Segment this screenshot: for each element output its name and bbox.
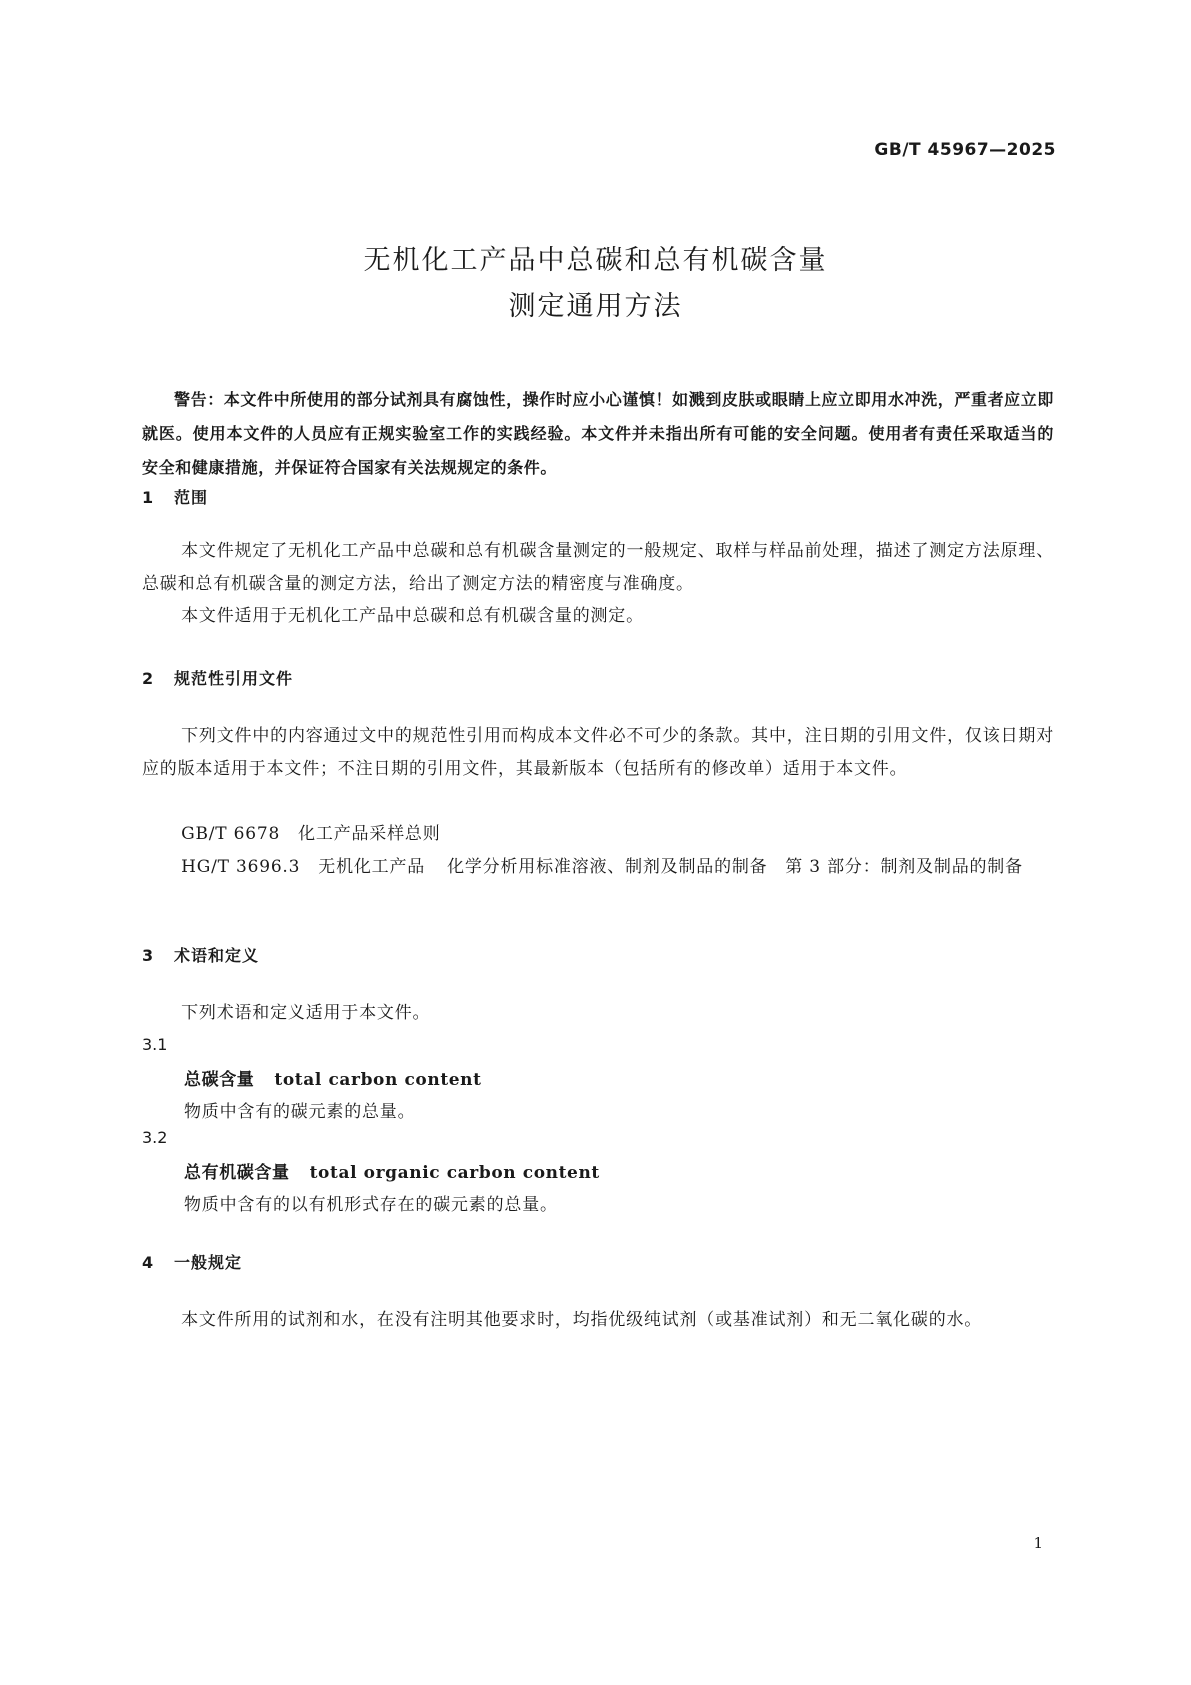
- section-title: 规范性引用文件: [174, 669, 294, 688]
- section-2-heading: [142, 666, 293, 689]
- title-line-1: 无机化工产品中总碳和总有机碳含量: [363, 245, 828, 276]
- term-number: 3.2: [142, 1128, 168, 1147]
- scope-paragraph-1: 本文件规定了无机化工产品中总碳和总有机碳含量测定的一般规定、取样与样品前处理，描述了测定方法原理、总碳和总有机碳含量的测定方法，给出了测定方法的精密度与准确度。: [142, 541, 1054, 594]
- reference-title-cont: 化学分析用标准溶液、制剂及制品的制备 第 3 部分：制剂及制品的制备: [447, 857, 1023, 877]
- term-cn: 总有机碳含量: [184, 1163, 290, 1183]
- term-number: 3.1: [142, 1035, 168, 1054]
- section-1-heading: [142, 485, 208, 508]
- general-provisions-paragraph: 本文件所用的试剂和水，在没有注明其他要求时，均指优级纯试剂（或基准试剂）和无二氧化碳的水。: [181, 1310, 983, 1330]
- section-title: 范围: [174, 488, 209, 507]
- term-cn: 总碳含量: [184, 1070, 255, 1090]
- title-line-2: 测定通用方法: [508, 291, 683, 322]
- term-definition: 物质中含有的碳元素的总量。: [184, 1102, 416, 1122]
- section-number: 4: [142, 1253, 155, 1272]
- term-definition: 物质中含有的以有机形式存在的碳元素的总量。: [184, 1195, 558, 1215]
- term-en: total organic carbon content: [309, 1163, 600, 1183]
- reference-code: HG/T 3696.3: [181, 857, 301, 877]
- section-number: 2: [142, 669, 155, 688]
- document-title: [0, 238, 1191, 330]
- term-heading: [184, 1065, 482, 1090]
- reference-item: [142, 818, 1054, 851]
- reference-item: [142, 851, 1054, 884]
- reference-title: 无机化工产品: [318, 857, 426, 877]
- scope-paragraph-2: 本文件适用于无机化工产品中总碳和总有机碳含量的测定。: [181, 606, 644, 626]
- section-3-heading: [142, 943, 259, 966]
- standard-number: GB/T 45967—2025: [874, 140, 1056, 160]
- section-number: 1: [142, 488, 155, 507]
- term-heading: [184, 1158, 600, 1183]
- section-number: 3: [142, 946, 155, 965]
- reference-code: GB/T 6678: [181, 824, 281, 844]
- term-en: total carbon content: [274, 1070, 482, 1090]
- safety-warning: 警告：本文件中所使用的部分试剂具有腐蚀性，操作时应小心谨慎！如溅到皮肤或眼睛上应立即用水冲洗，严重者应立即就医。使用本文件的人员应有正规实验室工作的实践经验。本文件并未指出所有可能的安全问题。使用者有责任采取适当的安全和健康措施，并保证符合国家有关法规规定的条件。: [142, 390, 1054, 477]
- reference-title: 化工产品采样总则: [298, 824, 441, 844]
- normative-intro: 下列文件中的内容通过文中的规范性引用而构成本文件必不可少的条款。其中，注日期的引用文件，仅该日期对应的版本适用于本文件；不注日期的引用文件，其最新版本（包括所有的修改单）适用于本文件。: [142, 726, 1054, 779]
- terms-intro: 下列术语和定义适用于本文件。: [181, 1003, 431, 1023]
- section-title: 术语和定义: [174, 946, 260, 965]
- section-4-heading: [142, 1250, 242, 1273]
- page-number: 1: [1033, 1534, 1043, 1552]
- section-title: 一般规定: [174, 1253, 243, 1272]
